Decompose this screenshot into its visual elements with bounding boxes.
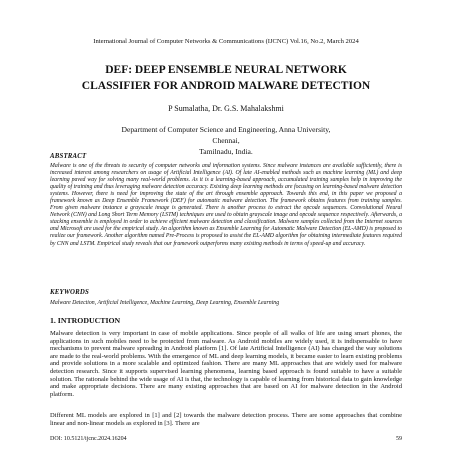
journal-header: International Journal of Computer Networks & Communications (IJCNC) Vol.16, No.2, March 2024 xyxy=(93,38,359,45)
abstract-text: Malware is one of the threats to security of computer networks and information systems. Since malware instances are available sufficiently, there is increased interest among researchers on usage of Artificial Intelligence (AI). Of late AI-enabled methods such as machine learning (ML) and deep learning paved way for solving many real-world problems. As it is a learning-based approach, accumulated training samples help in improving the quality of training and thus leveraging malware detection accuracy. Existing deep learning methods are focusing on learning-based malware detection systems. However, there is need for improving the state of the art through ensemble approach. Towards this end, in this paper we proposed a framework known as Deep Ensemble Framework (DEF) for automatic malware detection. The framework obtains features from training samples. From given malware instance a grayscale image is generated. There is another process to extract the opcode sequences. Convolutional Neural Network (CNN) and Long Short Term Memory (LSTM) techniques are used to obtain grayscale image and opcode sequence respectively. Afterwards, a stacking ensemble is employed in order to achieve efficient malware detection and classification. Malware samples collected from the Internet sources and Microsoft are used for the empirical study. An algorithm known as Ensemble Learning for Automatic Malware Detection (EL-AMD) is proposed to realize our framework. Another algorithm named Pre-Process is proposed to assist the EL-AMD algorithm for obtaining intermediate features required by CNN and LSTM. Empirical study reveals that our framework outperforms many existing methods in terms of speed-up and accuracy. xyxy=(50,163,402,247)
page-number: 59 xyxy=(396,436,402,442)
abstract-heading: ABSTRACT xyxy=(50,153,87,160)
keywords-heading: KEYWORDS xyxy=(50,289,89,296)
keywords-text: Malware Detection, Artificial Intelligence, Machine Learning, Deep Learning, Ensemble Learning xyxy=(50,300,280,306)
affiliation-line-1: Department of Computer Science and Engineering, Anna University, Chennai, xyxy=(121,125,331,145)
doi-footer: DOI: 10.5121/ijcnc.2024.16204 xyxy=(50,436,127,442)
paper-title xyxy=(0,62,452,94)
introduction-paragraph-2: Different ML models are explored in [1] and [2] towards the malware detection process. There are some approaches that combine linear and non-linear models as explored in [3]. There are xyxy=(50,412,402,427)
affiliation xyxy=(110,124,342,157)
introduction-paragraph-1: Malware detection is very important in case of mobile applications. Since people of all walks of life are using smart phones, the applications in such mobiles need to be protected from malware. As Android mobiles are widely used, it is indispensable to have mechanisms to prevent malware spreading in Android platform [1]. Of late Artificial Intelligence (AI) has changed the way solutions are made to the real-world problems. With the emergence of ML and deep learning models, it became easier to learn existing problems and provide solutions in a more scalable and optimized fashion. There are many ML approaches that are widely used for malware detection research. Since it supports supervised learning phenomena, learning based approach is found suitable to have a suitable solution. The rationale behind the wide usage of AI is that, the technology is capable of learning from historical data to gain knowledge and make appropriate decisions. There are many existing approaches that are based on AI for malware detection in the Android platform. xyxy=(50,330,402,398)
affiliation-line-2: Tamilnadu, India. xyxy=(199,147,253,156)
introduction-heading: 1. INTRODUCTION xyxy=(50,316,121,325)
title-line-1: DEF: DEEP ENSEMBLE NEURAL NETWORK xyxy=(105,64,347,76)
authors: P Sumalatha, Dr. G.S. Mahalakshmi xyxy=(168,104,284,113)
title-line-2: CLASSIFIER FOR ANDROID MALWARE DETECTION xyxy=(81,80,371,92)
